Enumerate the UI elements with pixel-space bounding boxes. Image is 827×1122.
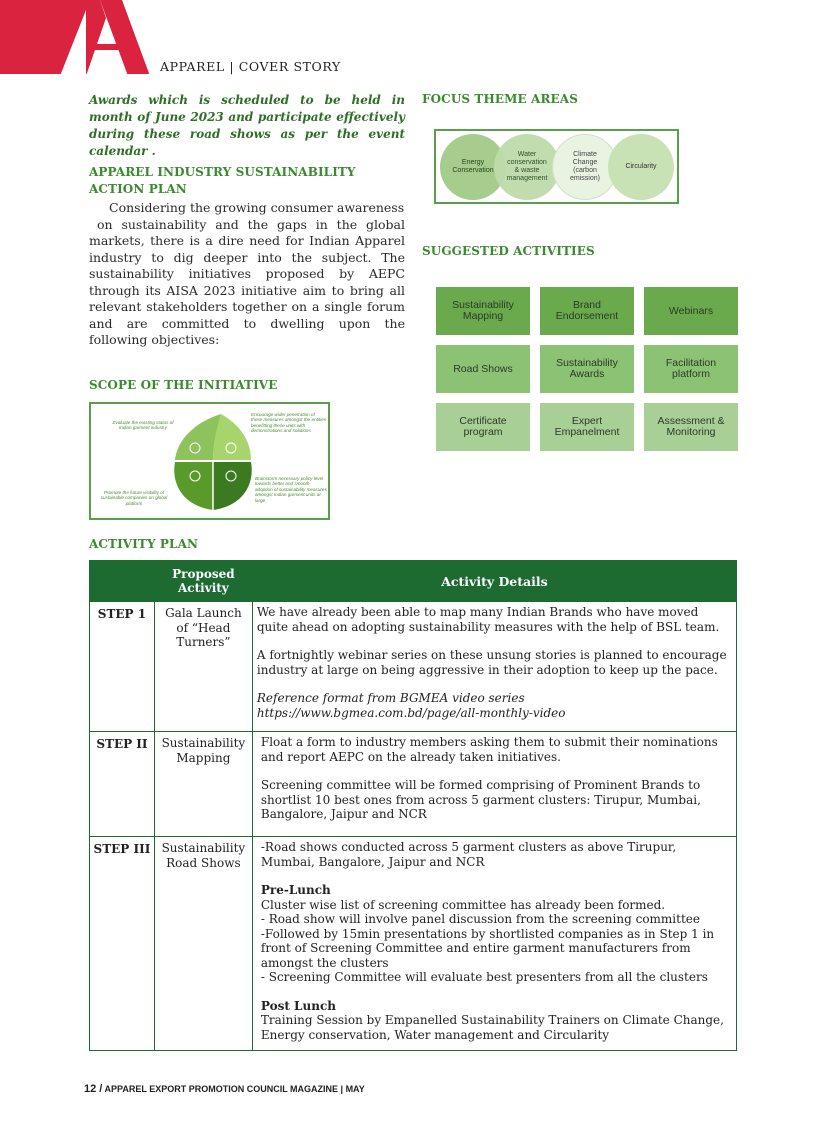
focus-water-line4: management — [506, 175, 548, 182]
activity-line1: Webinars — [668, 304, 714, 317]
focus-circularity-circle — [608, 134, 674, 200]
activity-plan-heading: ACTIVITY PLAN — [89, 537, 199, 551]
focus-water-line2: conservation — [507, 159, 547, 166]
detail-reference: Reference format from BGMEA video series — [256, 691, 525, 705]
activity-line1: Brand — [572, 299, 601, 311]
scope-diagram — [89, 402, 330, 520]
detail-paragraph: -Road shows conducted across 5 garment clusters as above Tirupur, Mumbai, Bangalore, Jaipur and NCR — [260, 840, 677, 869]
activity-line1: Road Shows — [453, 362, 513, 375]
plan-paragraph-first: Considering the growing consumer awareness — [109, 200, 405, 215]
activity-line1: Assessment & — [657, 415, 725, 427]
table-row — [90, 602, 737, 732]
scope-text-bottom-right: Brainstorm necessary policy level towards better and smooth adoption of sustainability measures amongst Indian garment units at large — [255, 476, 327, 503]
reference-link[interactable]: https://www.bgmea.com.bd/page/all-monthly-video — [256, 705, 566, 720]
activities-grid — [436, 287, 738, 453]
focus-climate-line3: (carbon — [573, 167, 597, 174]
focus-energy-line1: Energy — [461, 159, 485, 166]
header-proposed-activity: Proposed Activity — [154, 561, 252, 602]
activity-details — [252, 732, 736, 837]
focus-water-circle — [494, 134, 560, 200]
scope-heading: SCOPE OF THE INITIATIVE — [89, 378, 278, 392]
focus-water-line1: Water — [517, 151, 537, 158]
detail-paragraph: We have already been able to map many Indian Brands who have moved quite ahead on adopting sustainability measures with the help of BSL team. — [256, 605, 720, 634]
pre-lunch-title: Pre-Lunch — [260, 883, 331, 897]
page-number: 12 / — [84, 1083, 103, 1095]
activity-tile — [540, 345, 634, 393]
focus-energy-line2: Conservation — [452, 167, 494, 174]
activity-details — [252, 837, 736, 1051]
focus-circularity-line1: Circularity — [625, 163, 657, 170]
activity-line2: Mapping — [462, 310, 504, 322]
page-footer — [84, 1083, 365, 1095]
detail-paragraph: Float a form to industry members asking them to submit their nominations and report AEPC on the already taken initiatives. — [260, 735, 718, 764]
magazine-logo — [0, 0, 160, 76]
plan-paragraph — [89, 200, 405, 349]
header-activity-details: Activity Details — [252, 561, 736, 602]
activity-tile — [644, 403, 738, 451]
activity-line2: Endorsement — [555, 310, 619, 322]
activity-line2: platform — [672, 368, 710, 380]
activity-tile — [540, 403, 634, 451]
activity-tile — [436, 345, 530, 393]
activity-line1: Certificate — [459, 415, 507, 427]
focus-climate-line1: Climate — [573, 151, 597, 158]
detail-paragraph: Screening committee will be formed comprising of Prominent Brands to shortlist 10 best ones from across 5 garment clusters: Tirupur, Mumbai, Bangalore, Jaipur and NCR — [260, 778, 701, 821]
proposed-activity: Sustainability Road Shows — [154, 837, 252, 1051]
step-label: STEP III — [90, 837, 155, 1051]
table-header-row — [90, 561, 737, 602]
post-lunch-line: Training Session by Empanelled Sustainability Trainers on Climate Change, Energy conservation, Water management and Circularity — [260, 1013, 724, 1042]
activity-tile — [436, 403, 530, 451]
pre-lunch-line: - Screening Committee will evaluate best presenters from all the clusters — [260, 970, 708, 984]
section-label: APPAREL | COVER STORY — [160, 59, 341, 74]
pre-lunch-line: - Road show will involve panel discussion from the screening committee — [260, 912, 700, 926]
activity-tile — [540, 287, 634, 335]
activity-line2: Awards — [569, 368, 605, 380]
pre-lunch-line: -Followed by 15min presentations by shortlisted companies as in Step 1 in front of Screening Committee and entire garment manufacturers from amongst the clusters — [260, 926, 715, 970]
focus-heading: FOCUS THEME AREAS — [422, 92, 578, 106]
plan-heading: APPAREL INDUSTRY SUSTAINABILITY ACTION PLAN — [89, 165, 356, 196]
detail-paragraph: A fortnightly webinar series on these unsung stories is planned to encourage industry at large on being aggressive in their adoption to keep up the pace. — [256, 648, 727, 677]
scope-text-top-right: Encourage wider penetration of these measures amongst the entities benefitting these units with demonstrations and solutions — [251, 412, 327, 434]
activity-line1: Expert — [571, 415, 603, 427]
activity-line1: Sustainability — [556, 357, 618, 369]
activity-line2: program — [463, 426, 503, 438]
scope-text-bottom-left: Promote the future visibility of sustainable companies on global platform — [100, 490, 168, 506]
step-label: STEP II — [90, 732, 155, 837]
activity-line2: Monitoring — [666, 426, 716, 438]
activity-tile — [436, 287, 530, 335]
activities-heading: SUGGESTED ACTIVITIES — [422, 244, 595, 258]
pre-lunch-line: Cluster wise list of screening committee has already been formed. — [260, 897, 666, 912]
proposed-activity: Sustainability Mapping — [154, 732, 252, 837]
table-row — [90, 837, 737, 1051]
activity-line1: Sustainability — [452, 299, 514, 311]
activity-details — [252, 602, 736, 732]
intro-text: Awards which is scheduled to be held in month of June 2023 and participate effectively during these road shows as per the event calendar . — [89, 93, 405, 158]
focus-water-line3: & waste — [514, 167, 540, 174]
focus-theme-diagram — [434, 129, 679, 204]
activity-line2: Empanelment — [554, 426, 620, 438]
proposed-activity: Gala Launch of “Head Turners” — [154, 602, 252, 732]
activity-tile — [644, 345, 738, 393]
post-lunch-title: Post Lunch — [260, 998, 336, 1013]
activity-plan-table — [89, 560, 737, 1051]
leaf-icon — [165, 410, 261, 518]
plan-paragraph-rest: on sustainability and the gaps in the global markets, there is a dire need for Indian Apparel industry to dig deeper into the subject. The sustainability initiatives proposed by AEPC through its AISA 2023 initiative aim to bring all relevant stakeholders together on a single forum and are committed to dwelling upon the following objectives: — [89, 216, 405, 347]
activity-line1: Facilitation — [665, 357, 717, 369]
focus-climate-line4: emission) — [570, 175, 600, 182]
header-step-cell — [90, 561, 155, 602]
activity-tile — [644, 287, 738, 335]
focus-climate-line2: Change — [572, 159, 598, 166]
table-row — [90, 732, 737, 837]
scope-text-top-left: Evaluate the existing status of Indian garment industry — [112, 420, 174, 431]
footer-text: APPAREL EXPORT PROMOTION COUNCIL MAGAZINE | MAY — [104, 1084, 365, 1094]
step-label: STEP 1 — [90, 602, 155, 732]
